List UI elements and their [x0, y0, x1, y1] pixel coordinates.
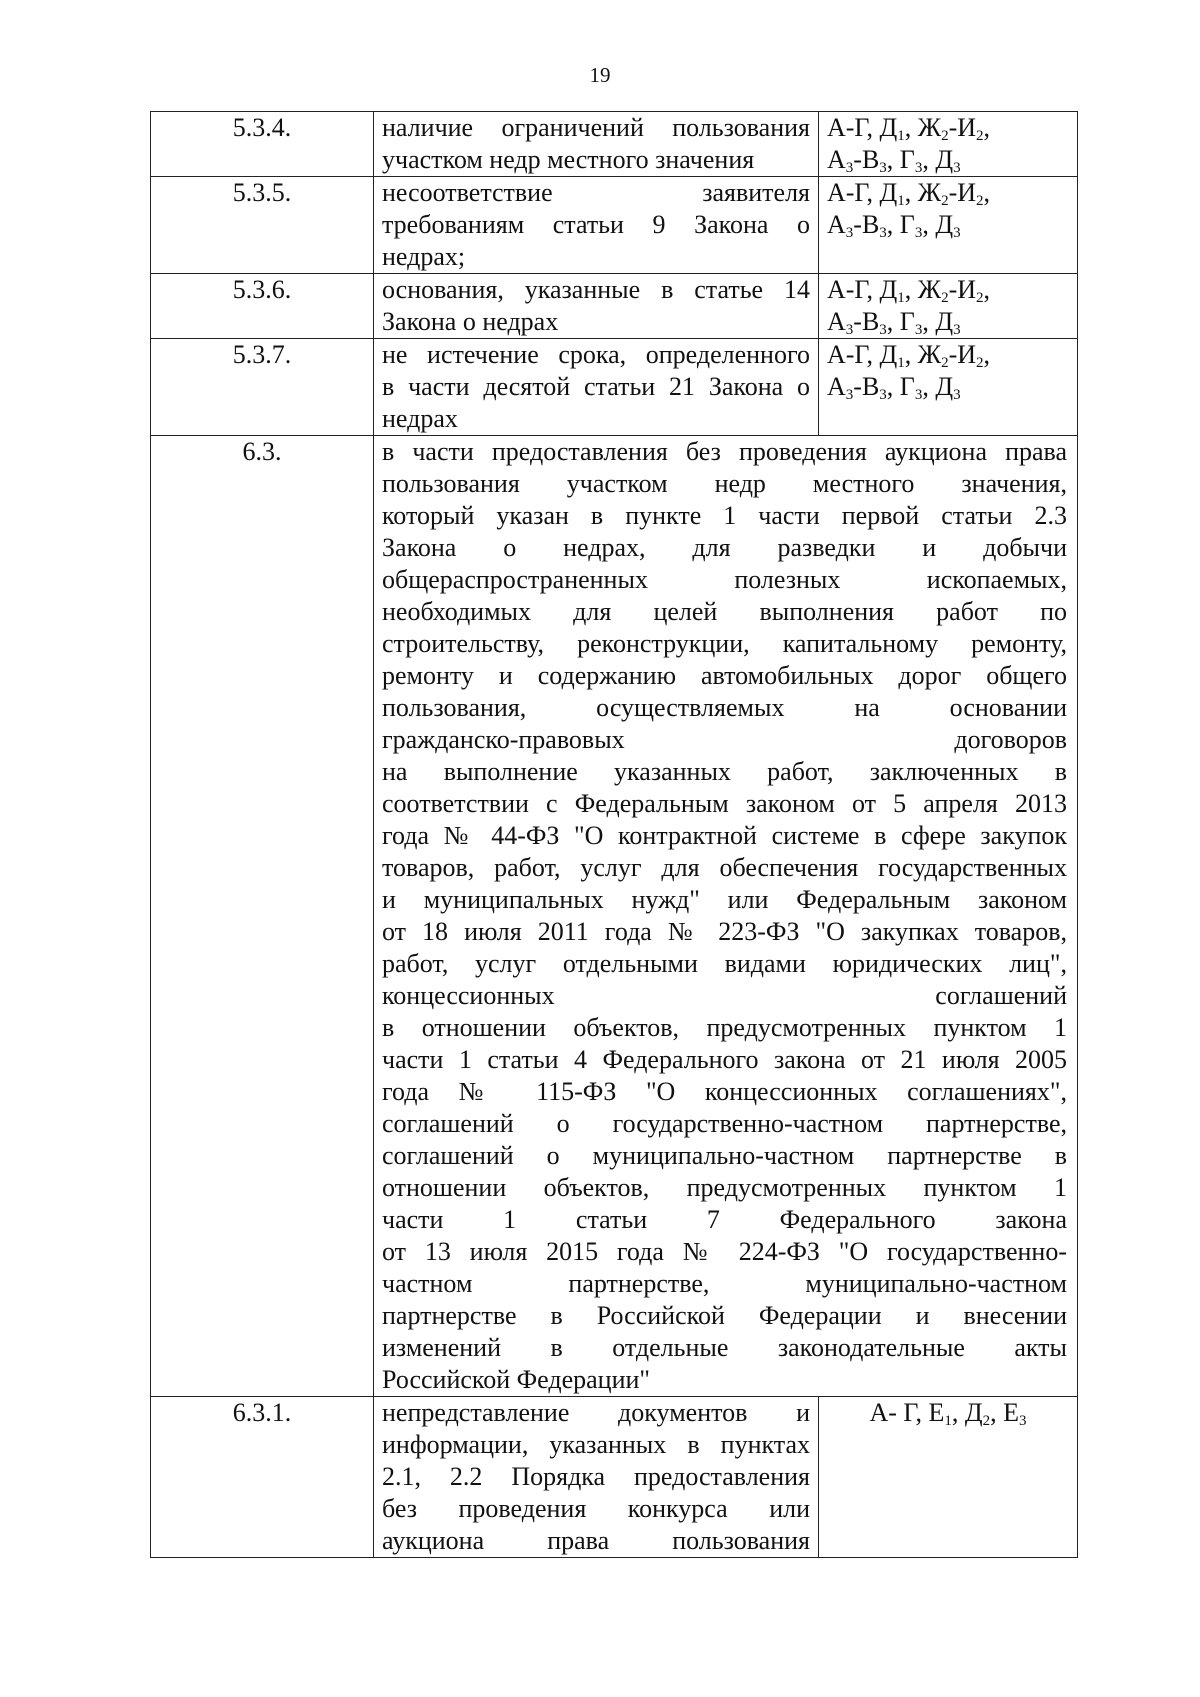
code-line: $А_3-В_3$, $Г_3$, $Д_3$ — [827, 372, 961, 403]
subscript: 2 — [941, 355, 949, 371]
text-line: гражданско-правовых договоров — [382, 725, 1067, 754]
text-line: отношении объектов, предусмотренных пунктом 1 — [382, 1173, 1067, 1202]
item-description — [374, 112, 819, 177]
subscript: 3 — [953, 160, 961, 176]
text-line: от 18 июля 2011 года № 223-ФЗ "О закупках товаров, — [382, 917, 1067, 946]
text-line: недрах — [382, 404, 458, 433]
text-line: необходимых для целей выполнения работ по — [382, 597, 1067, 626]
subscript: 2 — [941, 290, 949, 306]
table-row — [151, 274, 1078, 339]
item-number: 5.3.5. — [151, 177, 374, 274]
code-line: $А_3-В_3$, $Г_3$, $Д_3$ — [827, 210, 961, 241]
subscript: 2 — [976, 128, 984, 144]
text-line: Закона о недрах — [382, 307, 559, 336]
section-description — [374, 436, 1078, 1397]
subscript: 3 — [879, 225, 887, 241]
text-line: года № 44-ФЗ "О контрактной системе в сфере закупок — [382, 821, 1067, 850]
table-row — [151, 177, 1078, 274]
code-line: $А_3-В_3$, $Г_3$, $Д_3$ — [827, 307, 961, 338]
text-line: требованиям статьи 9 Закона о — [382, 210, 810, 239]
document-table — [150, 111, 1078, 1558]
text-line: соответствии с Федеральным законом от 5 апреля 2013 — [382, 789, 1067, 818]
table-row — [151, 112, 1078, 177]
item-number: 6.3.1. — [151, 1397, 374, 1558]
subscript: 3 — [879, 322, 887, 338]
code-line: $А_3-В_3$, $Г_3$, $Д_3$ — [827, 145, 961, 176]
subscript: 3 — [845, 225, 854, 241]
text-line: без проведения конкурса или — [382, 1494, 810, 1523]
text-line: наличие ограничений пользования — [382, 113, 810, 142]
subscript: 3 — [1019, 1413, 1027, 1429]
text-line: аукциона права пользования — [382, 1526, 810, 1555]
text-line: непредставление документов и — [382, 1398, 810, 1427]
subscript: 1 — [897, 128, 905, 144]
subscript: 3 — [953, 225, 961, 241]
subscript: 2 — [976, 290, 984, 306]
subscript: 3 — [845, 387, 854, 403]
text-line: соглашений о государственно-частном партнерстве, — [382, 1109, 1067, 1138]
code-line: А-Г, $Д_1$, $Ж_2-И_2$, — [827, 340, 991, 371]
text-line: партнерстве в Российской Федерации и внесении — [382, 1301, 1067, 1330]
text-line: концессионных соглашений — [382, 981, 1067, 1010]
item-codes — [819, 177, 1078, 274]
subscript: 3 — [914, 322, 923, 338]
item-codes — [819, 274, 1078, 339]
text-line: в части предоставления без проведения аукциона права — [382, 437, 1067, 466]
text-line: основания, указанные в статье 14 — [382, 275, 810, 304]
subscript: 3 — [845, 322, 854, 338]
text-line: не истечение срока, определенного — [382, 340, 810, 369]
text-line: участком недр местного значения — [382, 145, 755, 174]
subscript: 3 — [914, 387, 923, 403]
subscript: 3 — [953, 387, 961, 403]
text-line: от 13 июля 2015 года № 224-ФЗ "О государственно- — [382, 1237, 1067, 1266]
subscript: 3 — [914, 225, 923, 241]
item-codes — [819, 339, 1078, 436]
text-line: и муниципальных нужд" или Федеральным законом — [382, 885, 1067, 914]
text-line: ремонту и содержанию автомобильных дорог общего — [382, 661, 1067, 690]
code-line: А-Г, $Д_1$, $Ж_2-И_2$, — [827, 113, 991, 144]
text-line: в части десятой статьи 21 Закона о — [382, 372, 810, 401]
text-line: на выполнение указанных работ, заключенных в — [382, 757, 1067, 786]
text-line: части 1 статьи 4 Федерального закона от 21 июля 2005 — [382, 1045, 1067, 1074]
table-row — [151, 1397, 1078, 1558]
text-line: года № 115-ФЗ "О концессионных соглашениях", — [382, 1077, 1067, 1106]
text-line: изменений в отдельные законодательные акты — [382, 1333, 1067, 1362]
text-line: работ, услуг отдельными видами юридических лиц", — [382, 949, 1067, 978]
subscript: 1 — [897, 290, 905, 306]
item-number: 5.3.4. — [151, 112, 374, 177]
text-line: Закона о недрах, для разведки и добычи — [382, 533, 1067, 562]
subscript: 2 — [976, 193, 984, 209]
item-description — [374, 274, 819, 339]
text-line: пользования, осуществляемых на основании — [382, 693, 1067, 722]
item-number: 5.3.7. — [151, 339, 374, 436]
text-line: общераспространенных полезных ископаемых, — [382, 565, 1067, 594]
subscript: 3 — [953, 322, 961, 338]
text-line: Российской Федерации" — [382, 1365, 651, 1394]
item-description — [374, 177, 819, 274]
text-line: 2.1, 2.2 Порядка предоставления — [382, 1462, 810, 1491]
subscript: 1 — [897, 355, 905, 371]
text-line: частном партнерстве, муниципально-частном — [382, 1269, 1067, 1298]
subscript: 3 — [845, 160, 854, 176]
text-line: недрах; — [382, 242, 466, 271]
text-line: строительству, реконструкции, капитальному ремонту, — [382, 629, 1067, 658]
text-line: в отношении объектов, предусмотренных пунктом 1 — [382, 1013, 1067, 1042]
text-line: пользования участком недр местного значения, — [382, 469, 1067, 498]
subscript: 2 — [976, 355, 984, 371]
text-line: информации, указанных в пунктах — [382, 1430, 810, 1459]
item-codes — [819, 1397, 1078, 1558]
text-line: несоответствие заявителя — [382, 178, 810, 207]
subscript: 2 — [941, 193, 949, 209]
subscript: 1 — [944, 1413, 952, 1429]
section-number: 6.3. — [151, 436, 374, 1397]
subscript: 3 — [879, 387, 887, 403]
subscript: 2 — [982, 1413, 991, 1429]
item-description — [374, 1397, 819, 1558]
subscript: 3 — [914, 160, 923, 176]
section-row — [151, 436, 1078, 1397]
item-codes — [819, 112, 1078, 177]
text-line: соглашений о муниципально-частном партнерстве в — [382, 1141, 1067, 1170]
table-row — [151, 339, 1078, 436]
code-line: А- Г, $Е_1$, $Д_2$, $Е_3$ — [869, 1398, 1027, 1429]
text-line: части 1 статьи 7 Федерального закона — [382, 1205, 1067, 1234]
page-number: 19 — [589, 63, 611, 87]
text-line: товаров, работ, услуг для обеспечения государственных — [382, 853, 1067, 882]
item-description — [374, 339, 819, 436]
subscript: 2 — [941, 128, 949, 144]
subscript: 3 — [879, 160, 887, 176]
code-line: А-Г, $Д_1$, $Ж_2-И_2$, — [827, 275, 991, 306]
subscript: 1 — [897, 193, 905, 209]
text-line: который указан в пункте 1 части первой статьи 2.3 — [382, 501, 1067, 530]
code-line: А-Г, $Д_1$, $Ж_2-И_2$, — [827, 178, 991, 209]
item-number: 5.3.6. — [151, 274, 374, 339]
